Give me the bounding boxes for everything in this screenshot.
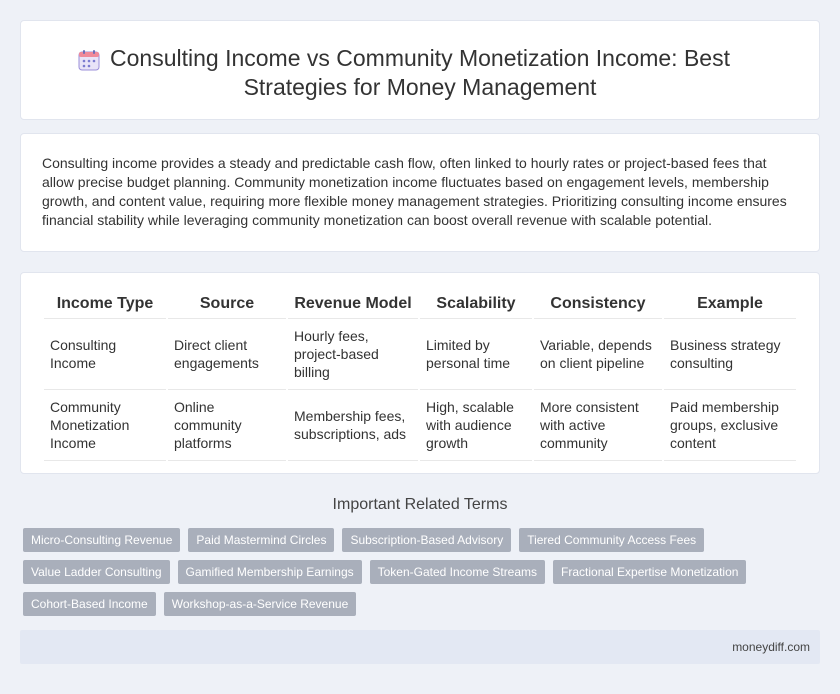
table-row	[44, 390, 796, 461]
tag-token-gated-income-streams[interactable]: Token-Gated Income Streams	[370, 560, 545, 584]
table-header-row	[44, 295, 796, 319]
tag-cohort-based-income[interactable]: Cohort-Based Income	[23, 592, 156, 616]
tag-paid-mastermind-circles[interactable]: Paid Mastermind Circles	[188, 528, 334, 552]
related-terms-tags	[23, 528, 813, 616]
header-scalability: Scalability	[420, 295, 532, 319]
tag-gamified-membership-earnings[interactable]: Gamified Membership Earnings	[178, 560, 362, 584]
cell-revenue-model: Hourly fees, project-based billing	[288, 319, 418, 390]
header-example: Example	[664, 295, 796, 319]
table-row	[44, 319, 796, 390]
header-source: Source	[168, 295, 286, 319]
cell-source: Online community platforms	[168, 390, 286, 461]
tag-tiered-community-access-fees[interactable]: Tiered Community Access Fees	[519, 528, 704, 552]
tag-workshop-as-a-service-revenue[interactable]: Workshop-as-a-Service Revenue	[164, 592, 357, 616]
footer	[20, 630, 820, 664]
cell-revenue-model: Membership fees, subscriptions, ads	[288, 390, 418, 461]
tag-fractional-expertise-monetization[interactable]: Fractional Expertise Monetization	[553, 560, 746, 584]
cell-income-type: Community Monetization Income	[44, 390, 166, 461]
comparison-table	[42, 295, 798, 461]
cell-consistency: Variable, depends on client pipeline	[534, 319, 662, 390]
cell-source: Direct client engagements	[168, 319, 286, 390]
page-title: Consulting Income vs Community Monetization Income: Best Strategies for Money Management	[110, 45, 730, 100]
cell-example: Paid membership groups, exclusive content	[664, 390, 796, 461]
related-terms-title: Important Related Terms	[332, 496, 508, 513]
intro-card	[20, 133, 820, 252]
comparison-table-card	[20, 272, 820, 474]
footer-site-link[interactable]: moneydiff.com	[732, 640, 810, 654]
intro-text: Consulting income provides a steady and predictable cash flow, often linked to hourly rates or project-based fees that allow precise budget planning. Community monetization income fluctuates based on engagement levels, membership growth, and content value, requiring more flexible money management strategies. Prioritizing consulting income ensures financial stability while leveraging community monetization can boost overall revenue with scalable potential.	[42, 155, 787, 228]
tag-subscription-based-advisory[interactable]: Subscription-Based Advisory	[342, 528, 511, 552]
cell-consistency: More consistent with active community	[534, 390, 662, 461]
tag-value-ladder-consulting[interactable]: Value Ladder Consulting	[23, 560, 170, 584]
title-card	[20, 20, 820, 120]
cell-scalability: Limited by personal time	[420, 319, 532, 390]
cell-example: Business strategy consulting	[664, 319, 796, 390]
header-income-type: Income Type	[44, 295, 166, 319]
header-consistency: Consistency	[534, 295, 662, 319]
cell-scalability: High, scalable with audience growth	[420, 390, 532, 461]
cell-income-type: Consulting Income	[44, 319, 166, 390]
tag-micro-consulting-revenue[interactable]: Micro-Consulting Revenue	[23, 528, 180, 552]
header-revenue-model: Revenue Model	[288, 295, 418, 319]
